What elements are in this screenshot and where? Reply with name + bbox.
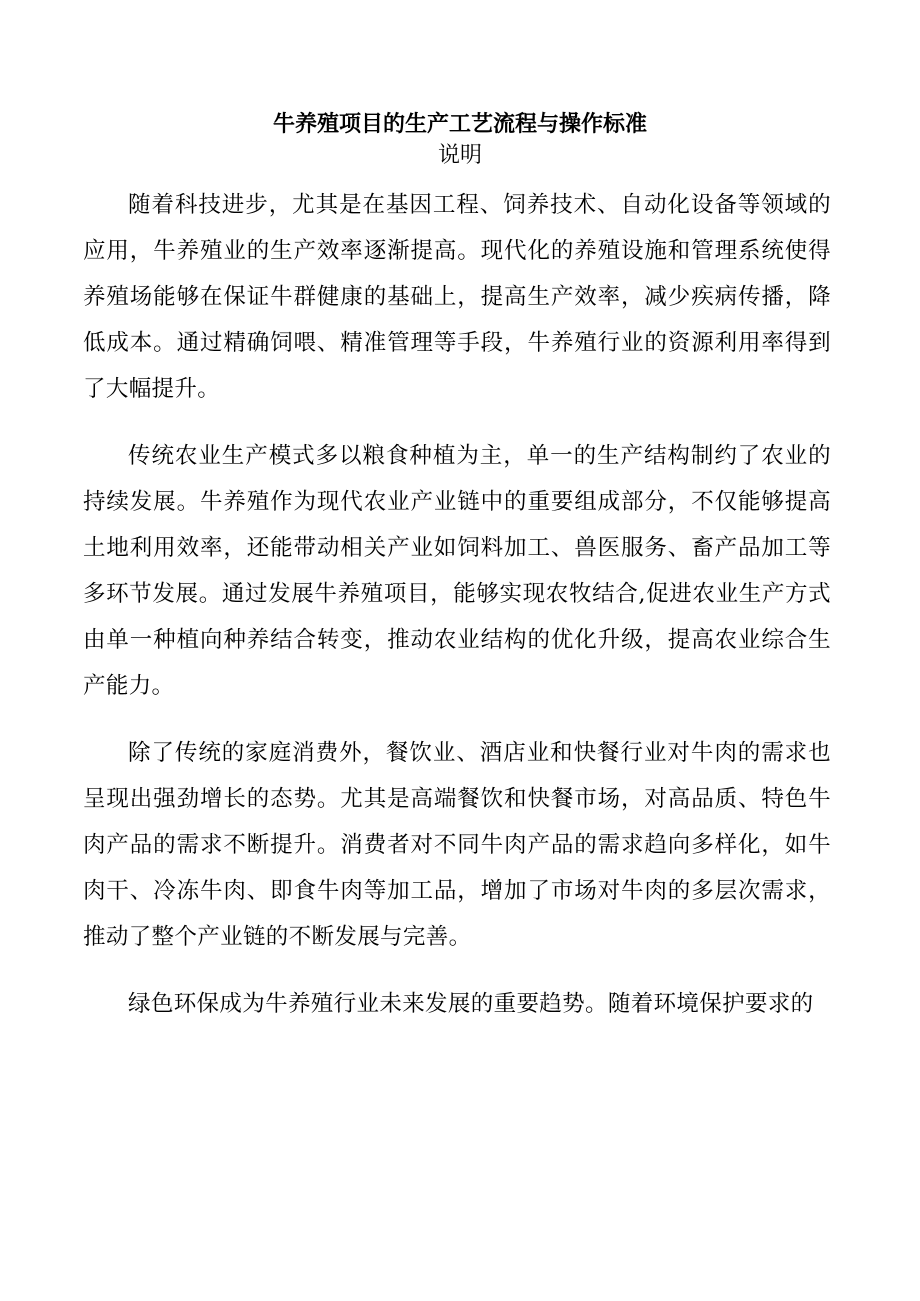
document-subtitle: 说明	[437, 143, 482, 168]
document-title: 牛养殖项目的生产工艺流程与操作标准	[272, 111, 647, 137]
paragraph: 传统农业生产模式多以粮食种植为主，单一的生产结构制约了农业的持续发展。牛养殖作为现代农业产业链中的重要组成部分，不仅能够提高土地利用效率，还能带动相关产业如饲料加工、兽医服务、畜产品加工等多环节发展。通过发展牛养殖项目，能够实现农牧结合,促进农业生产方式由单一种植向种养结合转变，推动农业结构的优化升级，提高农业综合生产能力。	[83, 443, 831, 699]
paragraph: 绿色环保成为牛养殖行业未来发展的重要趋势。随着环境保护要求的	[128, 991, 814, 1017]
document-body	[83, 182, 831, 1048]
paragraph: 随着科技进步，尤其是在基因工程、饲养技术、自动化设备等领域的应用，牛养殖业的生产效率逐渐提高。现代化的养殖设施和管理系统使得养殖场能够在保证牛群健康的基础上，提高生产效率，减少疾病传播，降低成本。通过精确饲喂、精准管理等手段，牛养殖行业的资源利用率得到了大幅提升。	[83, 192, 831, 402]
paragraph: 除了传统的家庭消费外，餐饮业、酒店业和快餐行业对牛肉的需求也呈现出强劲增长的态势。尤其是高端餐饮和快餐市场，对高品质、特色牛肉产品的需求不断提升。消费者对不同牛肉产品的需求趋向多样化，如牛肉干、冷冻牛肉、即食牛肉等加工品，增加了市场对牛肉的多层次需求，推动了整个产业链的不断发展与完善。	[83, 740, 831, 950]
